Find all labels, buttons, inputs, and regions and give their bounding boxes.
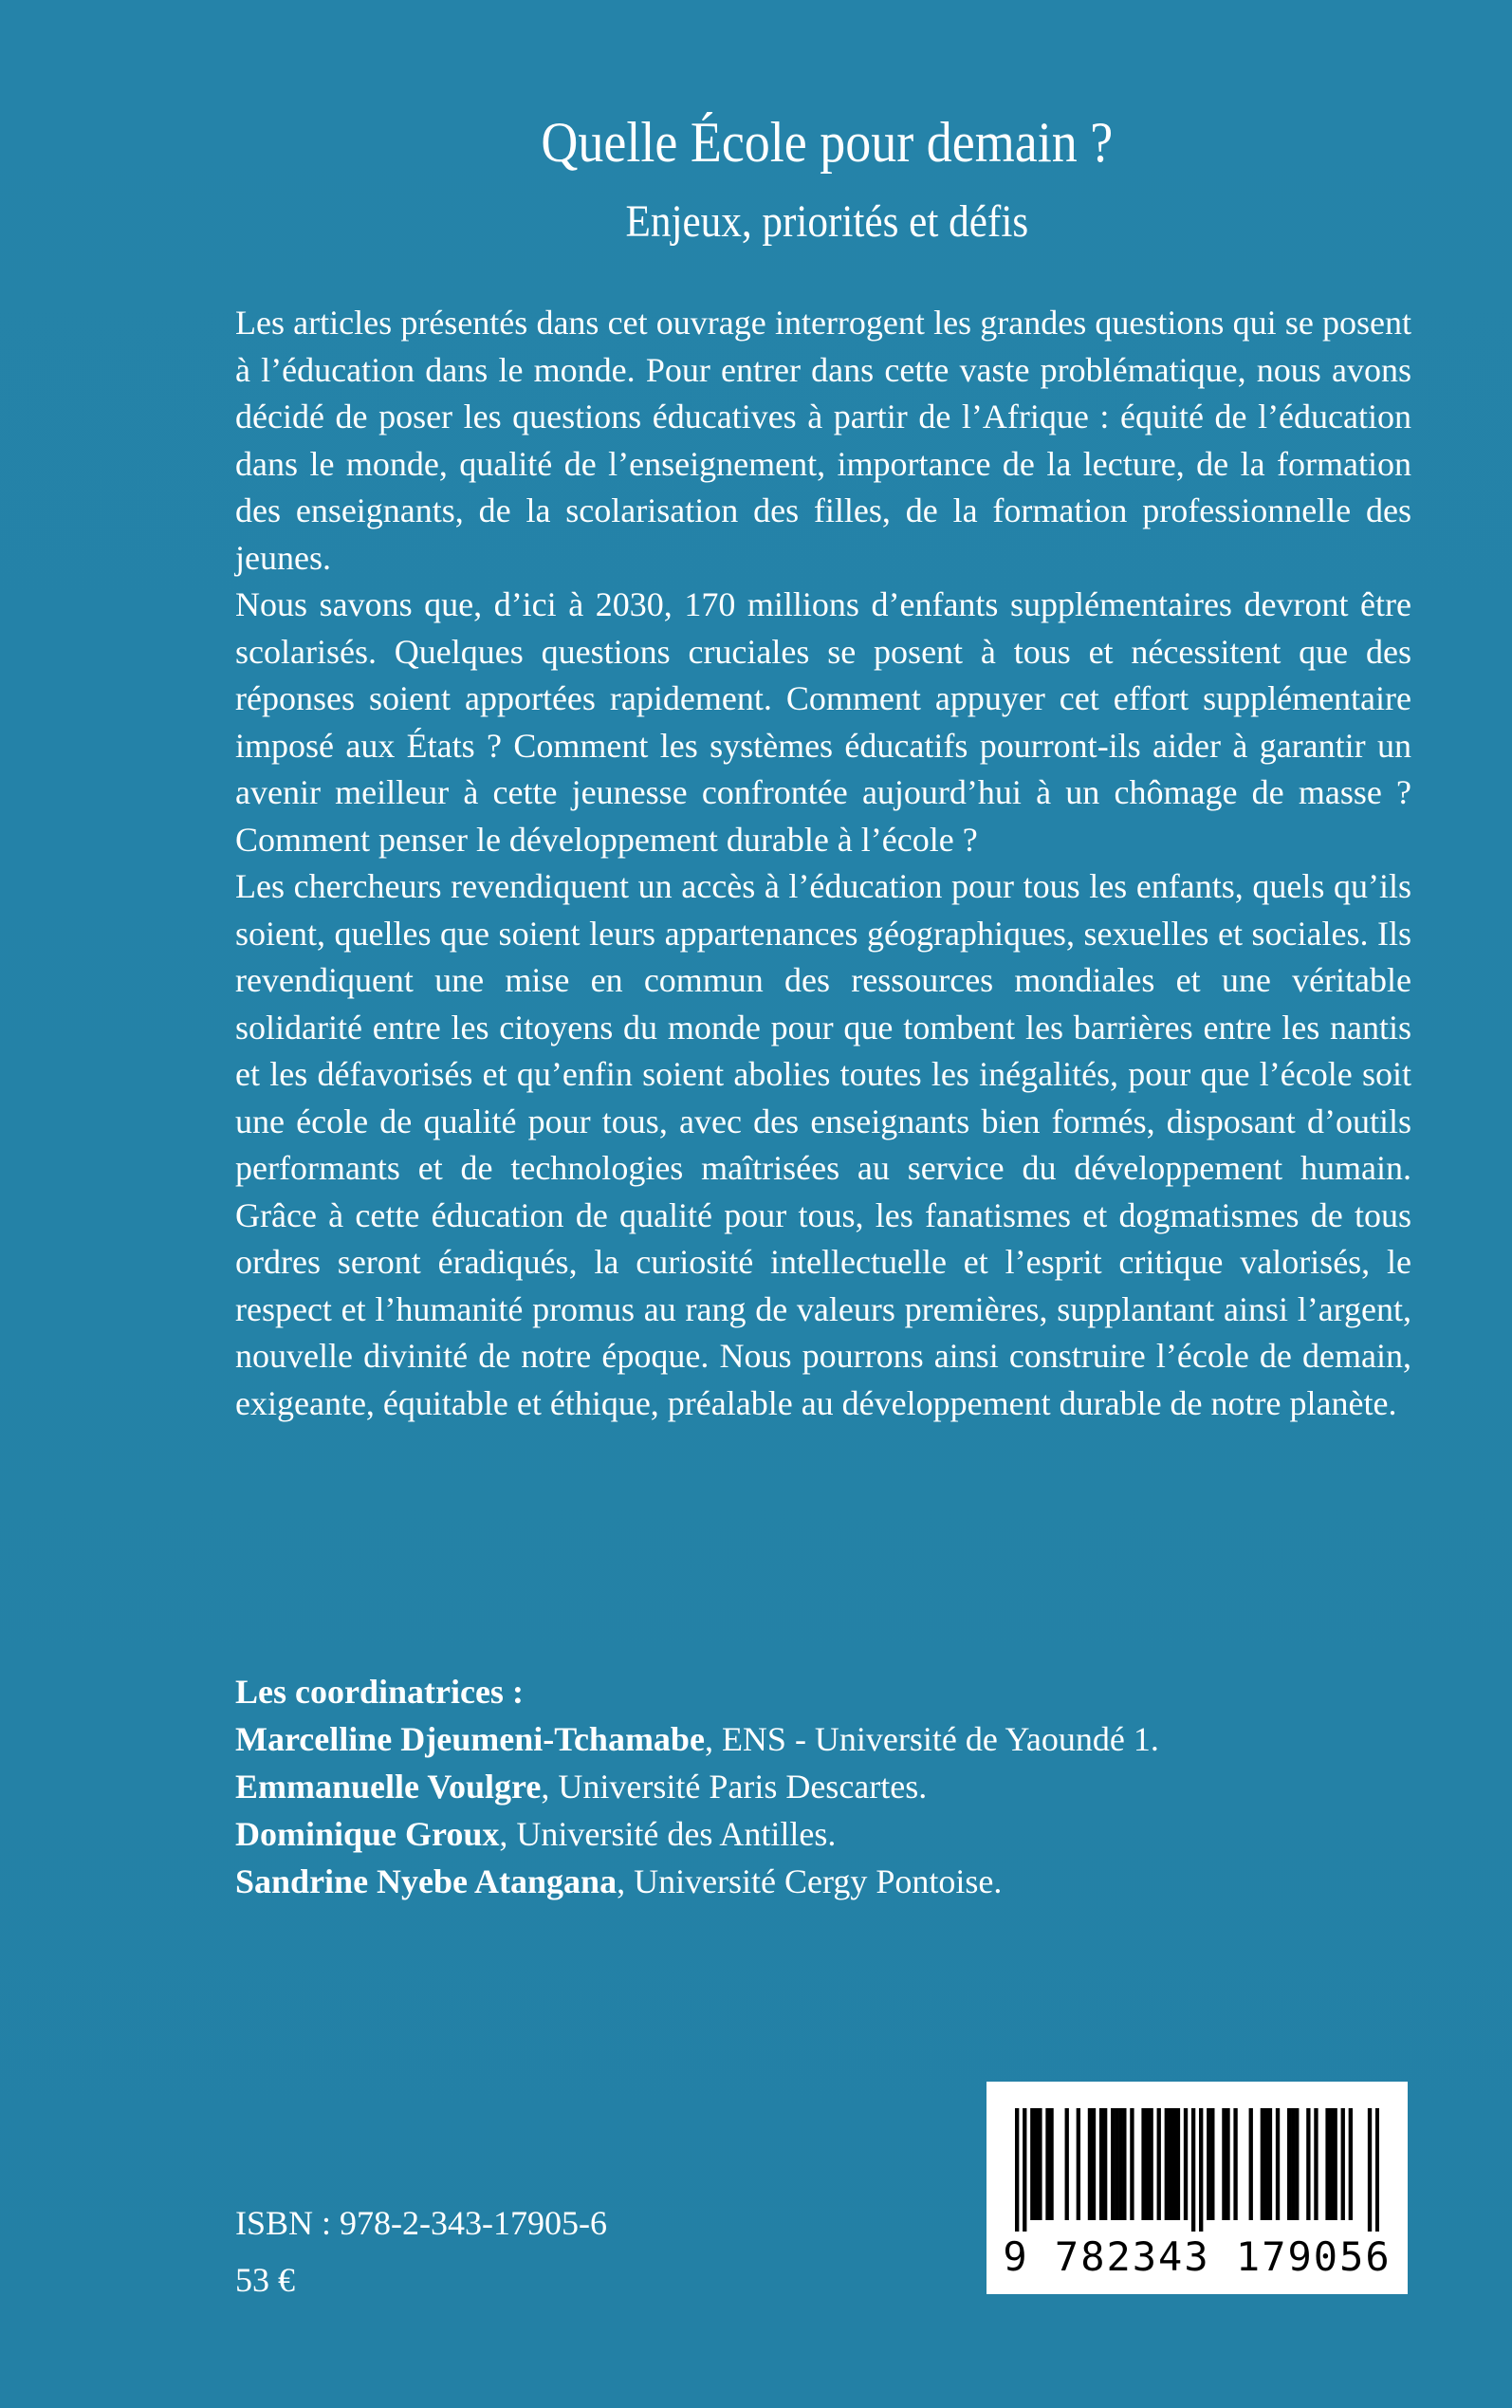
barcode-bar bbox=[1291, 2108, 1295, 2220]
coordinator-affiliation: , Université Paris Descartes. bbox=[541, 1768, 928, 1806]
barcode-bar bbox=[1207, 2108, 1210, 2220]
coordinator-name: Marcelline Djeumeni-Tchamabe bbox=[235, 1720, 705, 1758]
coordinators-heading: Les coordinatrices : bbox=[235, 1673, 524, 1711]
barcode-bar bbox=[1118, 2108, 1122, 2220]
barcode-bar bbox=[1314, 2108, 1318, 2220]
barcode-bar bbox=[1176, 2108, 1180, 2220]
book-subtitle-text: Enjeux, priorités et défis bbox=[625, 196, 1029, 247]
barcode-bar bbox=[1065, 2108, 1069, 2220]
barcode-digits: 9 782343 179056 bbox=[1003, 2233, 1392, 2280]
barcode-bar bbox=[1287, 2108, 1291, 2220]
barcode-bar bbox=[1276, 2108, 1280, 2220]
coordinator-3 bbox=[235, 1810, 1411, 1858]
barcode-bar bbox=[1210, 2108, 1214, 2220]
barcode-bar bbox=[1333, 2108, 1337, 2220]
barcode-bar bbox=[1103, 2108, 1107, 2220]
barcode-bar bbox=[1099, 2108, 1103, 2220]
barcode-bar bbox=[1295, 2108, 1299, 2220]
blurb bbox=[235, 300, 1411, 1427]
barcode-bar bbox=[1077, 2108, 1080, 2220]
barcode-bar bbox=[1191, 2108, 1195, 2232]
barcode-bar bbox=[1268, 2108, 1272, 2220]
coordinator-2 bbox=[235, 1763, 1411, 1810]
blurb-paragraph-3: Les chercheurs revendiquent un accès à l’éducation pour tous les enfants, quels qu’ils soient, quelles que soient leurs appartenances géographiques, sexuelles et sociales. Ils revendiquent une mise en commun des ressources mondiales et une véritable solidarité entre les citoyens du monde pour que tombent les barrières entre les nantis et les défavorisés et qu’enfin soient abolies toutes les inégalités, pour que l’école soit une école de qualité pour tous, avec des enseignants bien formés, disposant d’outils performants et de technologies maîtrisées au service du développement humain. Grâce à cette éducation de qualité pour tous, les fanatismes et dogmatismes de tous ordres seront éradiqués, la curiosité intellectuelle et l’esprit critique valorisés, le respect et l’humanité promus au rang de valeurs premières, supplantant ainsi l’argent, nouvelle divinité de notre époque. Nous pourrons ainsi construire l’école de demain, exigeante, équitable et éthique, préalable au développement durable de notre planète. bbox=[235, 867, 1411, 1422]
book-title-text: Quelle École pour demain ? bbox=[541, 111, 1114, 174]
barcode-bar bbox=[1030, 2108, 1034, 2220]
barcode-bar bbox=[1111, 2108, 1115, 2220]
coordinator-name: Dominique Groux bbox=[235, 1815, 500, 1853]
barcode-bar bbox=[1325, 2108, 1329, 2220]
barcode-bar bbox=[1349, 2108, 1353, 2220]
blurb-paragraph-2: Nous savons que, d’ici à 2030, 170 millions d’enfants supplémentaires devront être scolarisés. Quelques questions cruciales se posent à tous et nécessitent que des réponses soient apportées rapidement. Comment appuyer cet effort supplémentaire imposé aux États ? Comment les systèmes éducatifs pourront-ils aider à garantir un avenir meilleur à cette jeunesse confrontée aujourd’hui à un chômage de masse ? Comment penser le développement durable à l’école ? bbox=[235, 585, 1411, 859]
barcode-bar bbox=[1341, 2108, 1345, 2220]
barcode-bar bbox=[1088, 2108, 1092, 2220]
barcode-bar bbox=[1045, 2108, 1049, 2220]
coordinator-affiliation: , Université des Antilles. bbox=[499, 1815, 837, 1853]
book-subtitle bbox=[83, 192, 1444, 252]
barcode-bar bbox=[1249, 2108, 1253, 2220]
barcode-bar bbox=[1226, 2108, 1229, 2220]
barcode-bars bbox=[1015, 2108, 1379, 2232]
barcode-bar bbox=[1222, 2108, 1226, 2220]
barcode-bar bbox=[1157, 2108, 1161, 2220]
barcode-bar bbox=[1199, 2108, 1203, 2232]
barcode-bar bbox=[1169, 2108, 1172, 2220]
book-title bbox=[83, 104, 1444, 180]
barcode-bar bbox=[1122, 2108, 1126, 2220]
barcode-bar bbox=[1264, 2108, 1268, 2220]
price-text: 53 € bbox=[235, 2261, 295, 2299]
barcode-bar bbox=[1165, 2108, 1169, 2220]
barcode-bar bbox=[1184, 2108, 1188, 2220]
barcode-bar bbox=[1034, 2108, 1038, 2220]
barcode-bar bbox=[1115, 2108, 1118, 2220]
coordinator-name: Emmanuelle Voulgre bbox=[235, 1768, 542, 1806]
barcode bbox=[986, 2082, 1408, 2294]
barcode-bar bbox=[1145, 2108, 1149, 2220]
barcode-bar bbox=[1368, 2108, 1372, 2232]
coordinators-block bbox=[235, 1668, 1411, 1905]
barcode-bar bbox=[1375, 2108, 1379, 2232]
coordinator-affiliation: , ENS - Université de Yaoundé 1. bbox=[704, 1720, 1159, 1758]
barcode-bar bbox=[1038, 2108, 1042, 2220]
barcode-bar bbox=[1149, 2108, 1152, 2220]
barcode-bar bbox=[1329, 2108, 1333, 2220]
coordinator-name: Sandrine Nyebe Atangana bbox=[235, 1862, 618, 1900]
barcode-bar bbox=[1233, 2108, 1237, 2220]
barcode-bar bbox=[1023, 2108, 1026, 2232]
barcode-bar bbox=[1261, 2108, 1264, 2220]
barcode-bar bbox=[1049, 2108, 1053, 2220]
coordinator-4 bbox=[235, 1858, 1411, 1905]
barcode-bar bbox=[1092, 2108, 1096, 2220]
barcode-bar bbox=[1306, 2108, 1310, 2220]
barcode-bar bbox=[1015, 2108, 1019, 2232]
barcode-bar bbox=[1141, 2108, 1145, 2220]
barcode-bar bbox=[1172, 2108, 1176, 2220]
coordinator-affiliation: , Université Cergy Pontoise. bbox=[617, 1862, 1003, 1900]
barcode-bar bbox=[1130, 2108, 1134, 2220]
isbn-text: ISBN : 978-2-343-17905-6 bbox=[235, 2204, 607, 2242]
blurb-paragraph-1: Les articles présentés dans cet ouvrage interrogent les grandes questions qui se posent à l’éducation dans le monde. Pour entrer dans cette vaste problématique, nous avons décidé de poser les questions éducatives à partir de l’Afrique : équité de l’éducation dans le monde, qualité de l’enseignement, importance de la lecture, de la formation des enseignants, de la scolarisation des filles, de la formation professionnelle des jeunes. bbox=[235, 304, 1411, 577]
coordinator-1 bbox=[235, 1715, 1411, 1763]
